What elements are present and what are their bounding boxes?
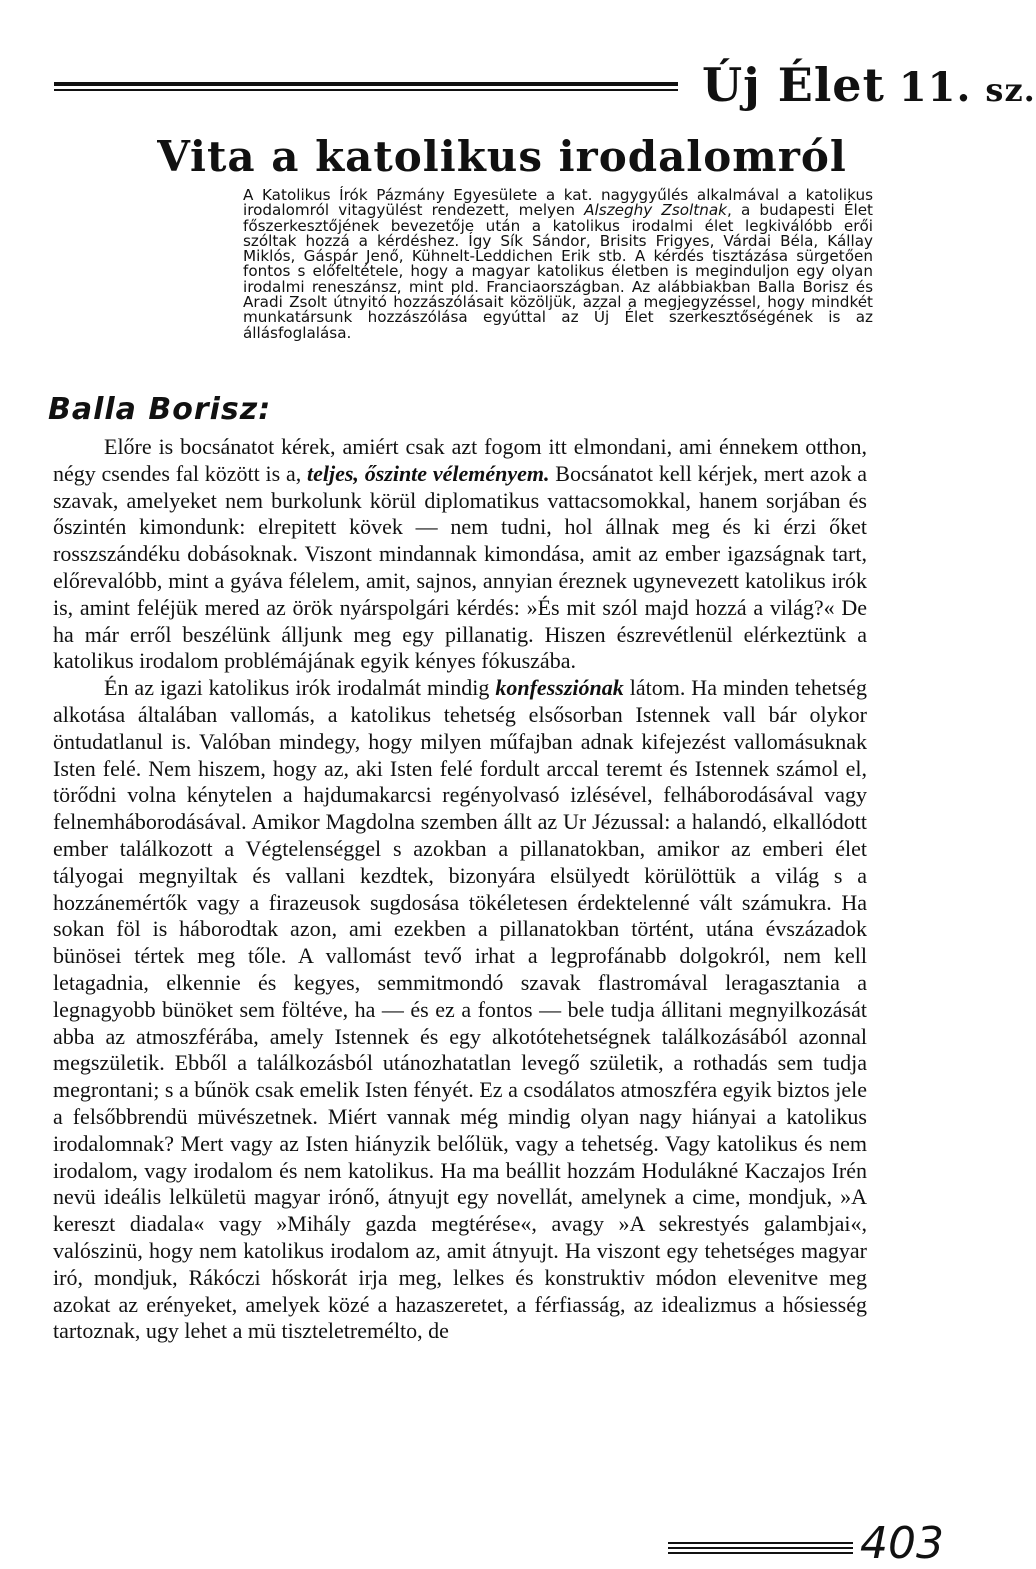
magazine-name: Új Élet [702,58,885,112]
paragraph-text: Előre is bocsánatot kérek, amiért csak azt fogom itt elmondani, ami énnekem otthon, négy csendes fal között is a, [53,434,867,486]
magazine-masthead [702,58,1036,112]
emphasis-text: teljes, őszinte véleményem. [307,460,550,486]
page-number: 403 [860,1518,944,1569]
article-title: Vita a katolikus irodalomról [157,132,847,181]
emphasis-text: konfessziónak [495,675,624,701]
intro-text: A Katolikus Írók Pázmány Egyesülete a kat. nagygyűlés alkalmával a katolikus irodalomról vitagyülést rendezett, melyen [243,186,873,220]
paragraph [53,434,867,675]
intro-italic-name: Alszeghy Zsoltnak [584,201,727,220]
paragraph-text: Én az igazi katolikus irók irodalmát mindig [104,675,496,701]
header-rule [54,82,678,94]
footer-rule [668,1542,853,1556]
paragraph-text: Bocsánatot kell kérjek, mert azok a szavak, amelyeket nem burkolunk körül diplomatikus vattacsomokkal, hanem sorjában és őszintén kimondunk: elrepitett kövek — nem tudni, hol állnak meg és ki érzi őket rosszszándéku dobásoknak. Viszont mindannak kimondása, amit az ember igazságnak tart, előrevalóbb, mint a gyáva félelem, amit, sajnos, annyian éreznek ugynevezett katolikus irók is, amint feléjük mered az örök nyárspolgári kérdés: »És mit szól majd hozzá a világ?« De ha már erről beszélünk álljunk meg egy pillanatig. Hiszen észrevétlenül elérkeztünk a katolikus irodalom problémájának egyik kényes fókuszába. [53,460,868,674]
paragraph-text: látom. Ha minden tehetség alkotása általában vallomás, a katolikus tehetség elsősorban Istennek vall bár olykor öntudatlanul is. Valóban mindegy, hogy milyen műfajban adnak kifejezést vallomásuknak Isten felé. Nem hiszem, hogy az, aki Isten felé fordult arccal teremt és Istennek számol el, törődni volna kénytelen a hajdumakarcsi regényolvasó izlésével, felháborodásával vagy felnemháborodásával. Amikor Magdolna szemben állt az Ur Jézussal: a halandó, elkallódott ember találkozott a Végtelenséggel s azokban a pillanatokban, amikor az emberi élet tályogai megnyiltak és vallani kezdtek, bizonyára elsülyedt körülöttük a világ s a hozzánemértők vagy a firazeusok sugdosása tökéletesen érdektelenné vált számukra. Ha sokan föl is háborodtak azon, ami ezekben a pillanatokban történt, utána évszázadok bünösei tértek meg tőle. A vallomást tevő irhat a legprofánabb dolgokról, nem kell letagadnia, elkennie és kegyes, semmitmondó szavak flastromával leragasztania a legnagyobb bünöket sem föltéve, ha — és ez a fontos — bele tudja állitani megnyilkozását abba az atmoszférába, amely Istennek és egy alkotótehetségnek találkozásából azonnal megszületik. Ebből a találkozásból utánozhatatlan levegő születik, a rothadás sem tudja megrontani; s a bűnök csak emelik Isten fényét. Ez a csodálatos atmoszféra egyik biztos jele a felsőbbrendü müvészetnek. Miért vannak még mindig olyan nagy hiányai a katolikus irodalomnak? Mert vagy az Isten hiányzik belőlük, vagy a tehetség. Vagy katolikus és nem irodalom, vagy irodalom és nem katolikus. Ha ma beállit hozzám Hodulákné Kaczajos Irén nevü ideális lelkületü magyar irónő, átnyujt egy novellát, amelynek a cime, mondjuk, »A kereszt diadala« vagy »Mihály gazda megtérése«, avagy »A sekrestyés galambjai«, valószinü, hogy nem katolikus irodalom az, amit átnyujt. Ha viszont egy tehetséges magyar iró, mondjuk, Rákóczi hőskorát irja meg, lelkes és konstruktiv módon elevenitve meg azokat az erényeket, amelyek közé a hazaszeretet, a férfiasság, az idealizmus a hősiesség tartoznak, ugy lehet a mü tiszteletremélto, de [53,675,868,1344]
issue-abbr: sz. [985,71,1036,109]
intro-text: , a budapesti Élet főszerkesztőjének bevezetője után a katolikus irodalmi élet legkiválóbb erői szóltak hozzá a kérdéshez. Így Sík Sándor, Brisits Frigyes, Várdai Béla, Kállay Miklós, Gáspár Jenő, Kühnelt-Leddichen Erik stb. A kérdés tisztázása sürgetően fontos s előfeltétele, hogy a magyar katolikus életben is meginduljon egy olyan irodalmi reneszánsz, mint pld. Franciaországban. Az alábbiakban Balla Borisz és Aradi Zsolt útnyitó hozzászólásait közöljük, azzal a megjegyzéssel, hogy mindkét munkatársunk hozzászólása egyúttal az Új Élet szerkesztőségének is az állásfoglalása. [243,201,873,342]
article-intro [243,188,873,341]
article-body [53,434,867,1345]
paragraph [53,675,867,1345]
author-heading: Balla Borisz: [48,392,272,427]
issue-number: 11. [898,64,972,111]
